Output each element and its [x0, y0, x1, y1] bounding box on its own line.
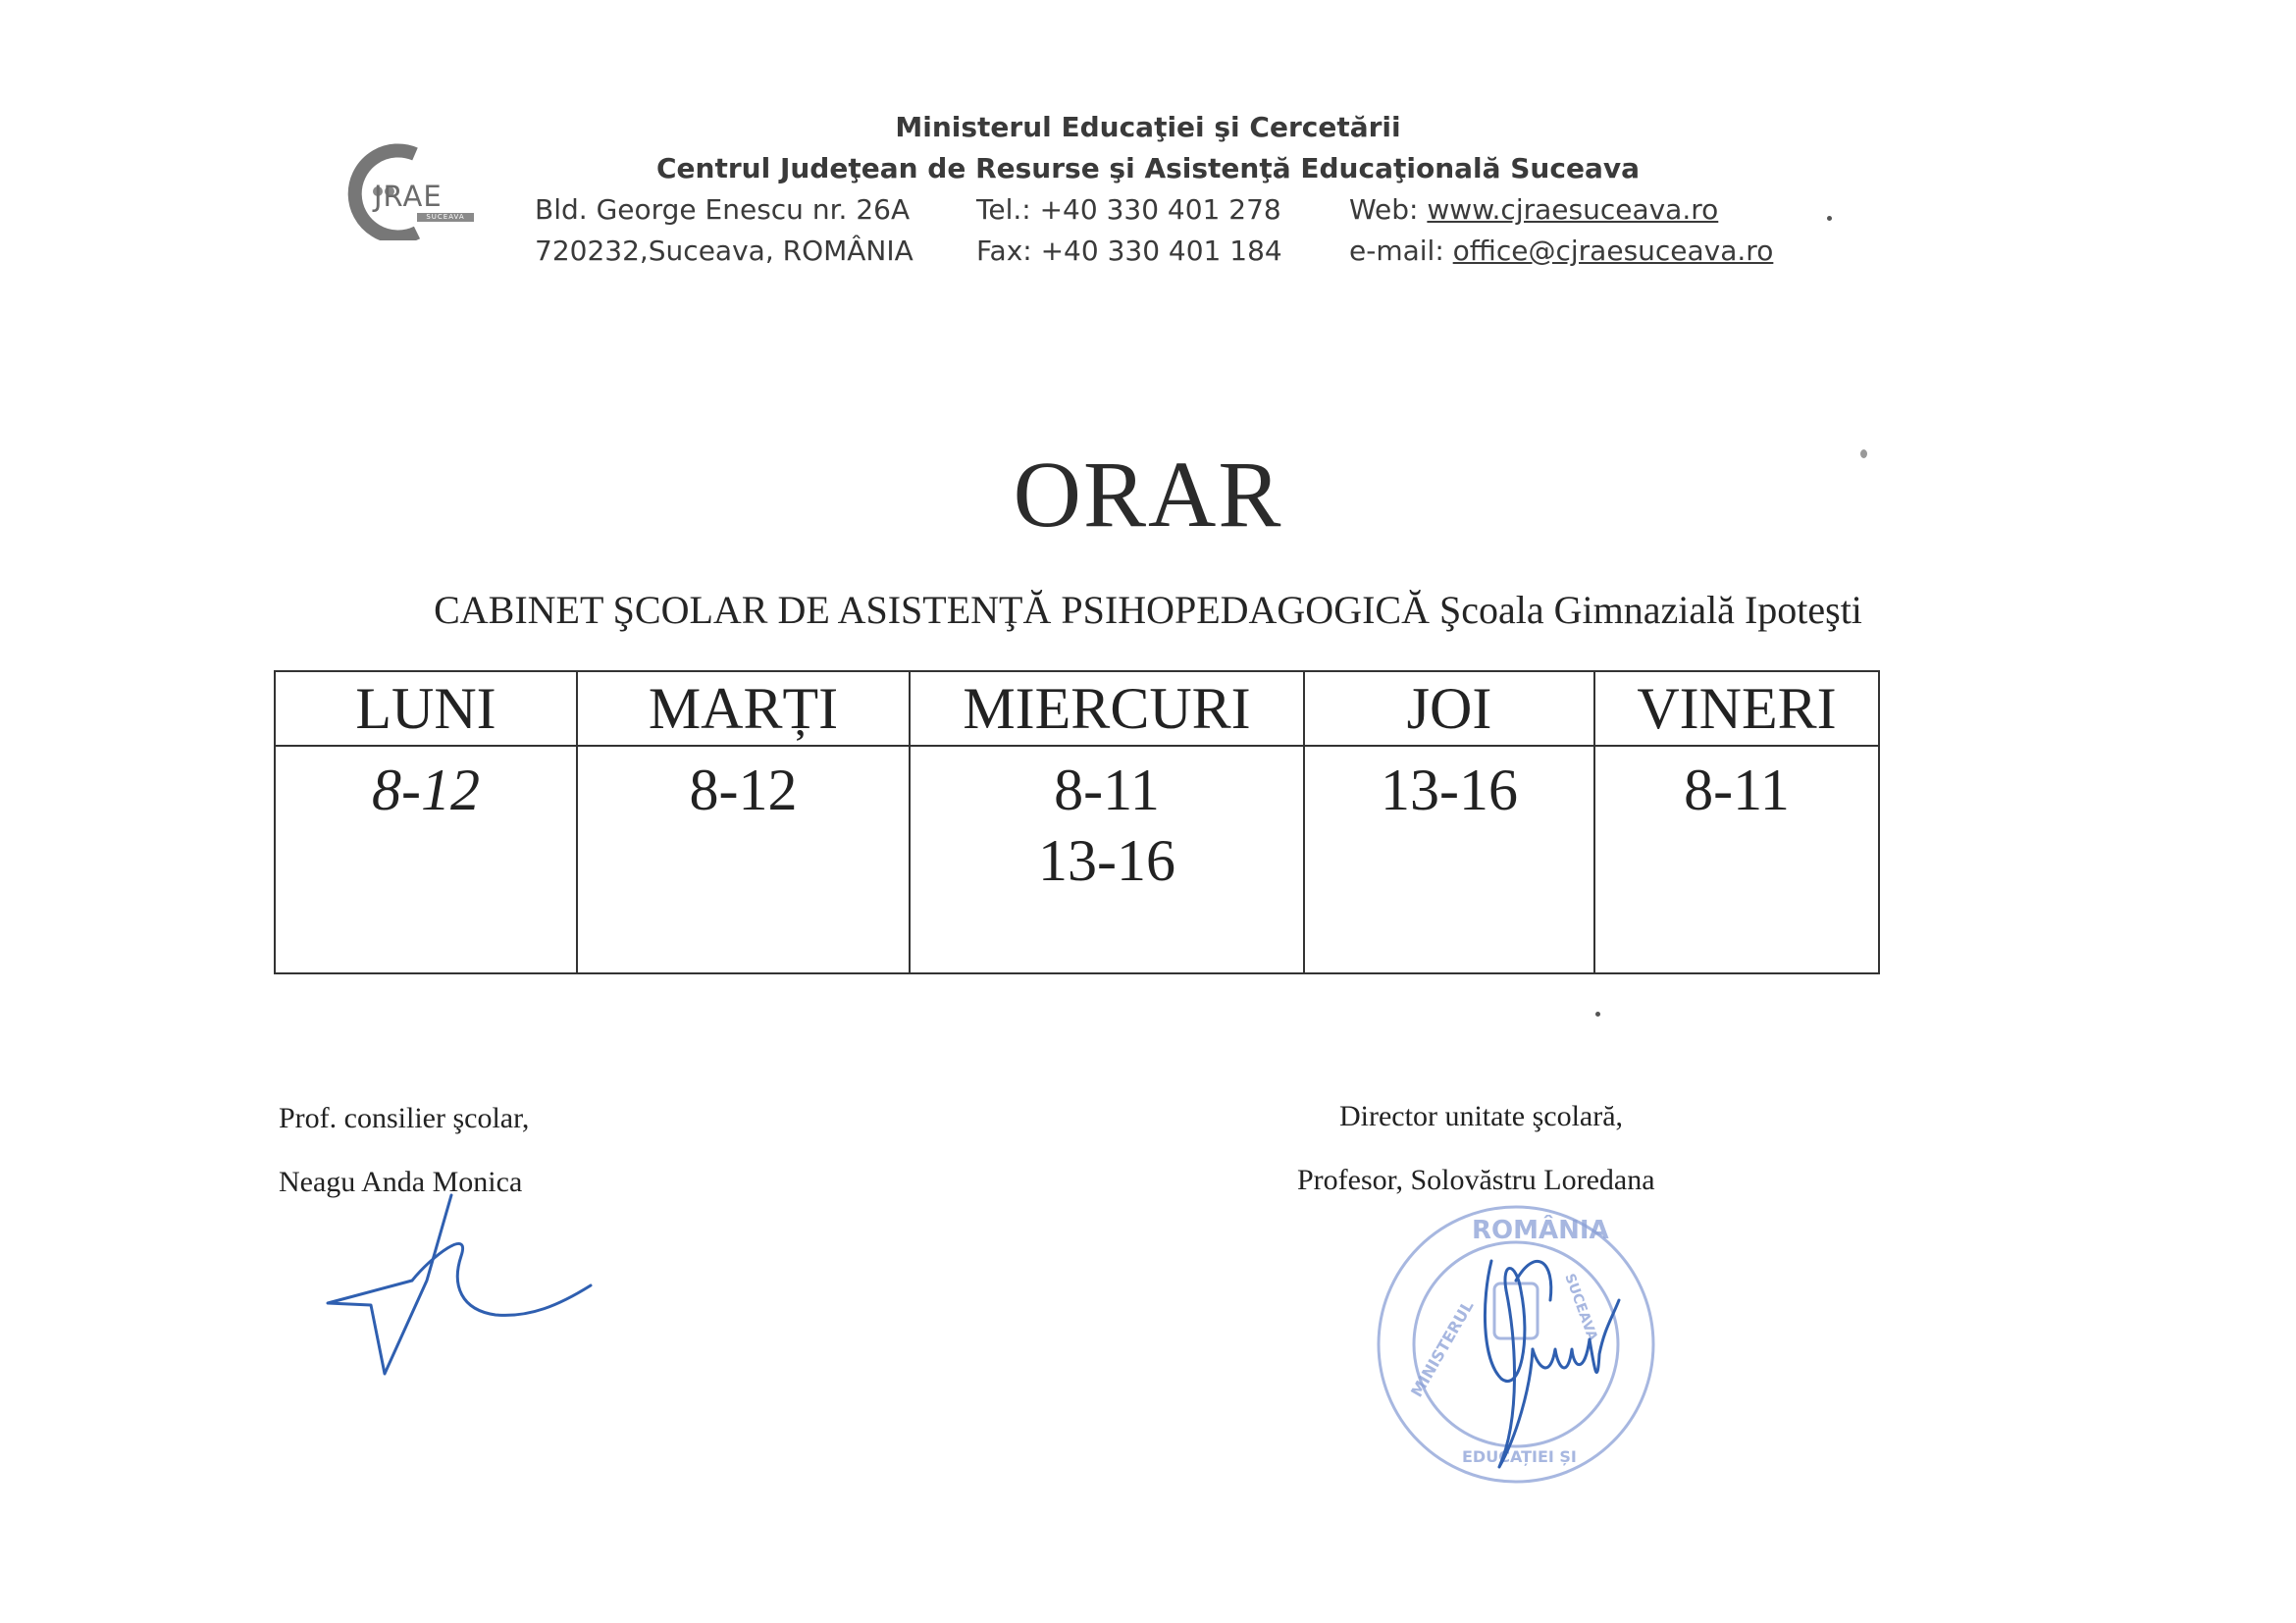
email-label: e-mail: — [1349, 235, 1444, 267]
hours-cell — [1304, 746, 1594, 973]
hours-cell — [577, 746, 910, 973]
left-signature-mark — [314, 1187, 608, 1384]
center-name: Centrul Judeţean de Resurse şi Asistenţă Educaţională Suceava — [656, 152, 1640, 184]
ministry-name: Ministerul Educaţiei şi Cercetării — [895, 111, 1401, 143]
address-line-2: 720232,Suceava, ROMÂNIA — [535, 235, 913, 267]
table-row — [275, 746, 1879, 973]
hours-interval: 13-16 — [1038, 828, 1175, 893]
logo-subtext: SUCEAVA — [417, 213, 474, 222]
right-signer-role: Director unitate şcolară, — [1339, 1100, 1624, 1132]
hours-cell — [275, 746, 577, 973]
hours-interval: 8-12 — [689, 758, 798, 822]
hours-interval: 8-11 — [1684, 758, 1790, 822]
scan-speck — [1827, 216, 1832, 221]
web-label: Web: — [1349, 193, 1419, 226]
logo-text: JRAE — [374, 180, 443, 213]
svg-text:EDUCAȚIEI ȘI: EDUCAȚIEI ȘI — [1462, 1447, 1577, 1466]
hours-cell — [910, 746, 1304, 973]
email-link[interactable]: office@cjraesuceava.ro — [1452, 235, 1774, 267]
left-signer-role: Prof. consilier şcolar, — [279, 1102, 530, 1134]
day-header: MIERCURI — [910, 671, 1304, 746]
svg-text:MINISTERUL: MINISTERUL — [1407, 1297, 1478, 1400]
email-line — [1349, 235, 1773, 268]
fax: Fax: +40 330 401 184 — [976, 235, 1282, 267]
day-header: JOI — [1304, 671, 1594, 746]
right-signer-name: Profesor, Solovăstru Loredana — [1297, 1164, 1655, 1196]
day-header: MARȚI — [577, 671, 910, 746]
web-link[interactable]: www.cjraesuceava.ro — [1427, 193, 1719, 226]
address-line-1: Bld. George Enescu nr. 26A — [535, 193, 911, 226]
day-header: LUNI — [275, 671, 577, 746]
svg-text:SUCEAVA: SUCEAVA — [1561, 1271, 1600, 1343]
table-header-row — [275, 671, 1879, 746]
right-signature-mark — [1462, 1222, 1658, 1516]
left-signer-name: Neagu Anda Monica — [279, 1166, 523, 1198]
hours-interval: 13-16 — [1381, 758, 1518, 822]
hours-interval: 8-12 — [372, 758, 480, 822]
schedule-table — [274, 670, 1880, 974]
hours-cell — [1594, 746, 1879, 973]
web-line — [1349, 193, 1718, 227]
hours-interval: 8-11 — [1054, 758, 1160, 822]
telephone: Tel.: +40 330 401 278 — [976, 193, 1281, 226]
svg-text:ROMÂNIA: ROMÂNIA — [1472, 1216, 1609, 1245]
page-title: ORAR — [1013, 442, 1283, 547]
scan-speck — [1595, 1012, 1600, 1017]
day-header: VINERI — [1594, 671, 1879, 746]
page-subtitle: CABINET ŞCOLAR DE ASISTENŢĂ PSIHOPEDAGOGICĂ Şcoala Gimnazială Ipoteşti — [434, 588, 1862, 632]
